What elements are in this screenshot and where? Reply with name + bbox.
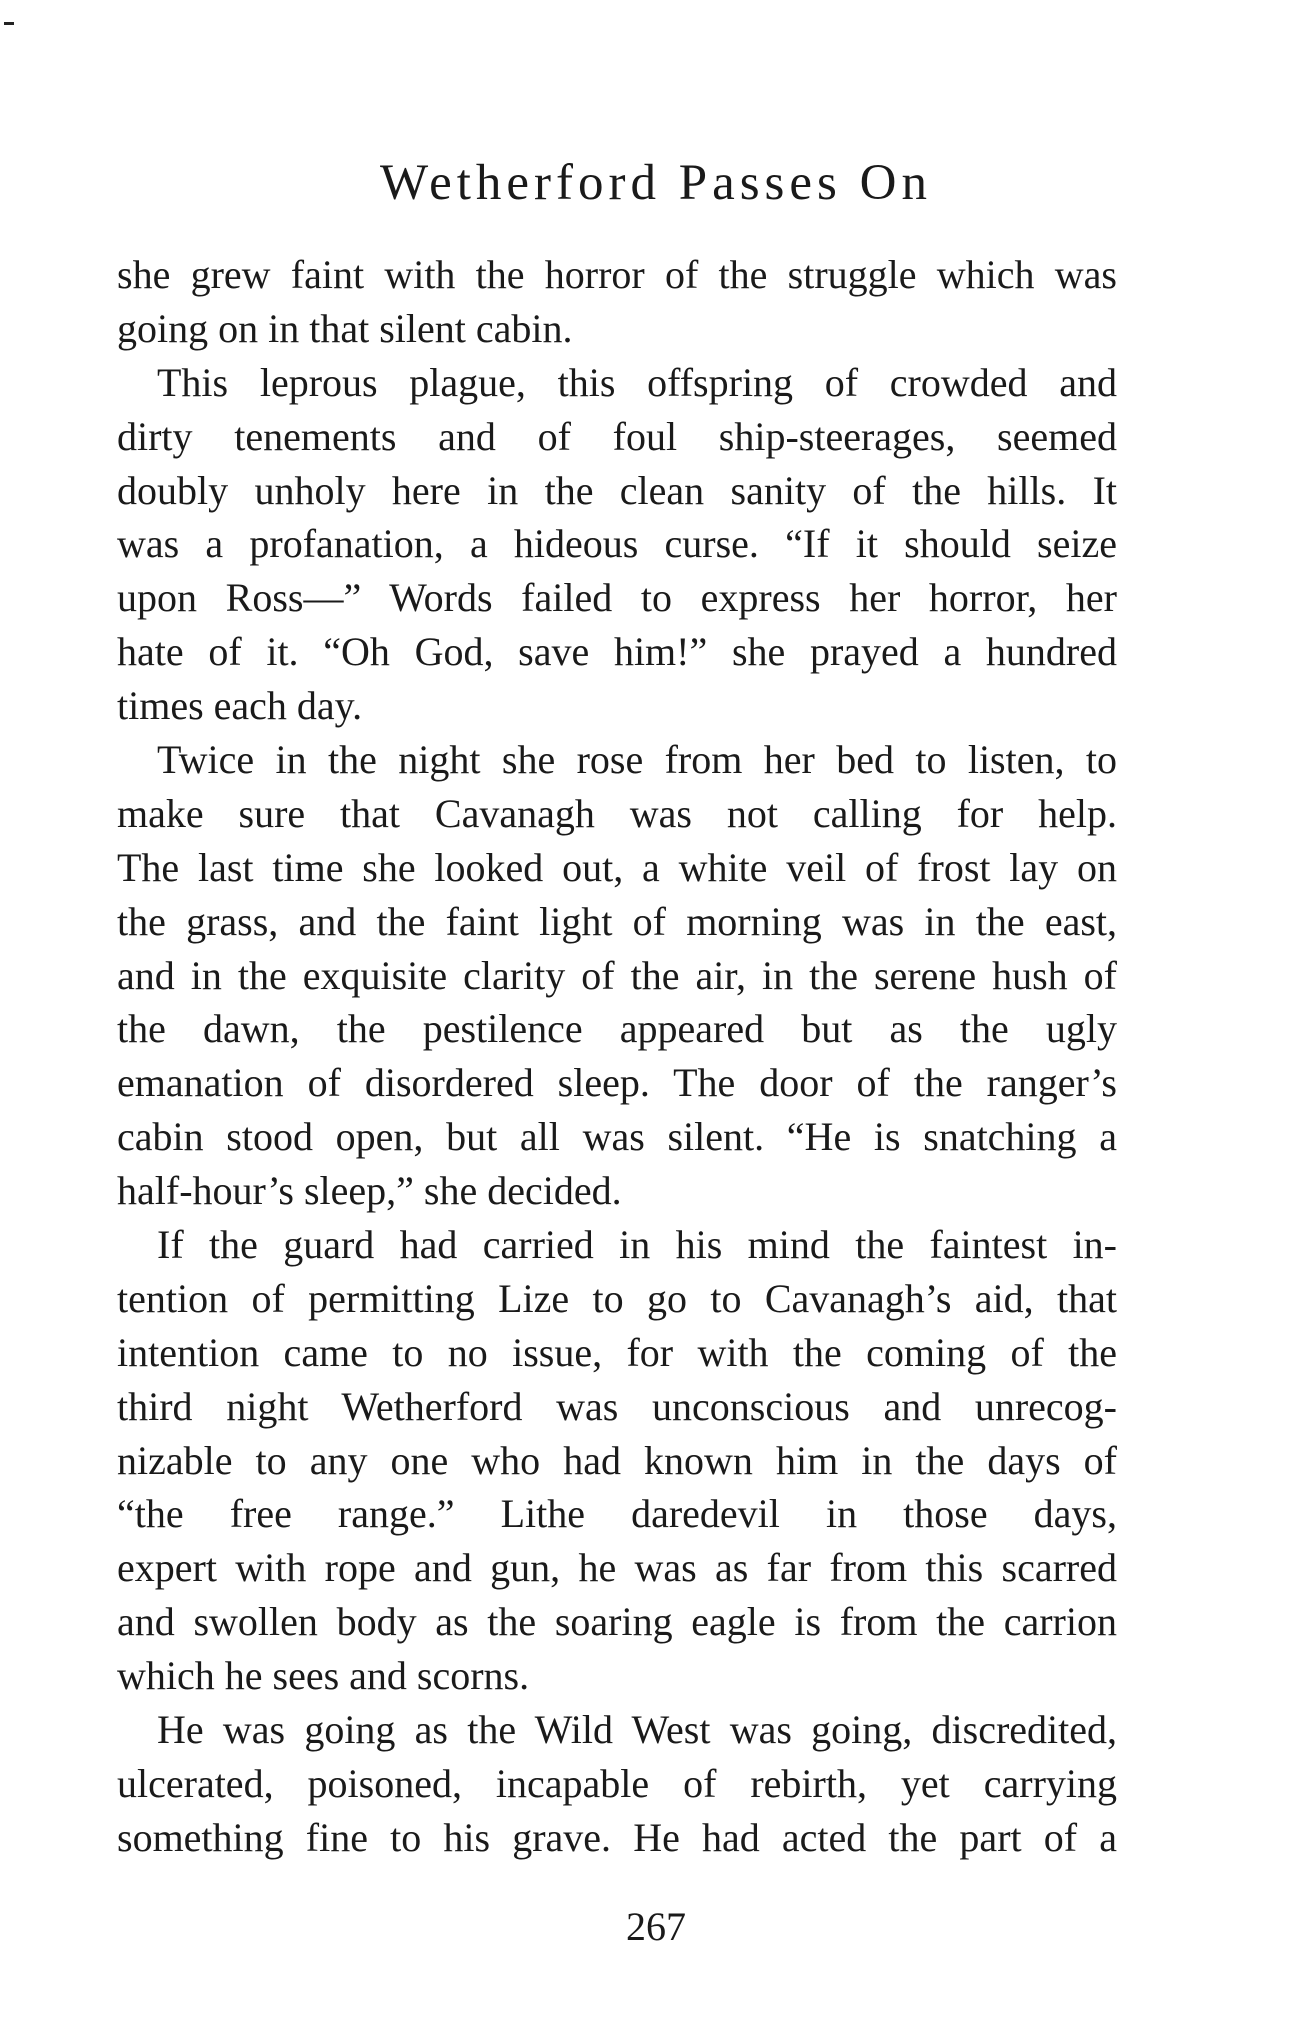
text-line: and in the exquisite clarity of the air, in the serene hush of bbox=[117, 952, 1117, 998]
scan-mark bbox=[4, 22, 14, 25]
text-line: This leprous plague, this offspring of crowded and bbox=[157, 359, 1117, 405]
text-line: hate of it. “Oh God, save him!” she prayed a hundred bbox=[117, 629, 1117, 675]
text-line: third night Wetherford was unconscious and unrecog- bbox=[117, 1383, 1117, 1429]
text-line: doubly unholy here in the clean sanity of the hills. It bbox=[117, 467, 1117, 513]
page-number: 267 bbox=[626, 1904, 686, 1949]
text-line: times each day. bbox=[117, 683, 363, 729]
text-line: make sure that Cavanagh was not calling for help. bbox=[117, 790, 1117, 836]
text-line: “the free range.” Lithe daredevil in those days, bbox=[117, 1491, 1117, 1537]
text-line: the dawn, the pestilence appeared but as the ugly bbox=[117, 1006, 1117, 1052]
text-line: going on in that silent cabin. bbox=[117, 305, 573, 351]
text-line: nizable to any one who had known him in the days of bbox=[117, 1437, 1117, 1483]
text-line: which he sees and scorns. bbox=[117, 1653, 530, 1699]
body-text bbox=[117, 248, 1117, 1865]
text-line: half-hour’s sleep,” she decided. bbox=[117, 1168, 622, 1214]
text-line: expert with rope and gun, he was as far from this scarred bbox=[117, 1545, 1117, 1591]
paragraph bbox=[117, 1218, 1117, 1703]
text-line: If the guard had carried in his mind the faintest in- bbox=[157, 1222, 1117, 1268]
text-line: dirty tenements and of foul ship-steerages, seemed bbox=[117, 413, 1117, 459]
text-line: Twice in the night she rose from her bed to listen, to bbox=[157, 737, 1117, 783]
text-line: the grass, and the faint light of morning was in the east, bbox=[117, 898, 1117, 944]
text-line: ulcerated, poisoned, incapable of rebirth, yet carrying bbox=[117, 1760, 1117, 1806]
paragraph bbox=[117, 733, 1117, 1218]
running-head: Wetherford Passes On bbox=[380, 155, 932, 211]
text-line: tention of permitting Lize to go to Cavanagh’s aid, that bbox=[117, 1275, 1117, 1321]
paragraph bbox=[117, 356, 1117, 733]
text-line: was a profanation, a hideous curse. “If it should seize bbox=[117, 521, 1117, 567]
text-line: upon Ross—” Words failed to express her horror, her bbox=[117, 575, 1117, 621]
text-line: something fine to his grave. He had acted the part of a bbox=[117, 1814, 1117, 1860]
paragraph bbox=[117, 248, 1117, 356]
text-line: emanation of disordered sleep. The door of the ranger’s bbox=[117, 1060, 1117, 1106]
text-line: she grew faint with the horror of the struggle which was bbox=[117, 252, 1117, 297]
paragraph bbox=[117, 1703, 1117, 1865]
text-line: He was going as the Wild West was going, discredited, bbox=[157, 1707, 1117, 1753]
text-line: The last time she looked out, a white veil of frost lay on bbox=[117, 844, 1117, 890]
text-line: intention came to no issue, for with the coming of the bbox=[117, 1329, 1117, 1375]
text-line: and swollen body as the soaring eagle is from the carrion bbox=[117, 1599, 1117, 1645]
text-line: cabin stood open, but all was silent. “He is snatching a bbox=[117, 1114, 1117, 1160]
